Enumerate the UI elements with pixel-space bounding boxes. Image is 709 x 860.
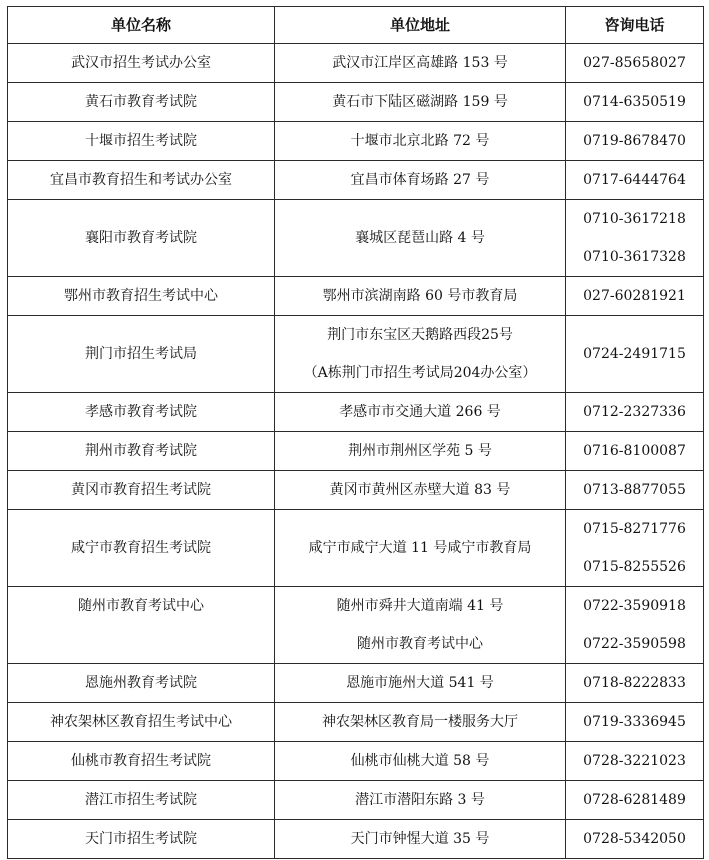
phone-cell (566, 742, 704, 781)
phone-cell (566, 781, 704, 820)
unit-address-line: 仙桃市仙桃大道 58 号 (350, 753, 490, 769)
unit-name: 咸宁市教育招生考试院 (71, 540, 211, 556)
unit-address-line: 咸宁市咸宁大道 11 号咸宁市教育局 (308, 540, 532, 556)
unit-name: 神农架林区教育招生考试中心 (50, 714, 232, 730)
unit-address-line: 荆门市东宝区天鹅路西段25号 (327, 327, 513, 343)
table-container (7, 6, 704, 859)
unit-address-line: 恩施市施州大道 541 号 (346, 675, 494, 691)
unit-address-line: （A栋荆门市招生考试局204办公室） (303, 365, 537, 381)
unit-name: 孝感市教育考试院 (85, 404, 197, 420)
phone-number: 0712-2327336 (583, 404, 686, 420)
phone-cell (566, 432, 704, 471)
unit-address-cell (275, 200, 566, 277)
unit-name: 仙桃市教育招生考试院 (71, 753, 211, 769)
unit-name: 黄石市教育考试院 (85, 94, 197, 110)
unit-name-cell (8, 820, 275, 859)
phone-number: 0716-8100087 (583, 443, 686, 459)
phone-cell (566, 200, 704, 277)
unit-address-cell (275, 781, 566, 820)
table-row (8, 432, 704, 471)
table-row (8, 122, 704, 161)
unit-name-cell (8, 83, 275, 122)
table-row (8, 471, 704, 510)
unit-name-cell (8, 161, 275, 200)
phone-number: 0722-3590598 (583, 636, 686, 652)
table-row (8, 510, 704, 587)
unit-name: 荆门市招生考试局 (85, 346, 197, 362)
phone-cell (566, 820, 704, 859)
unit-name-cell (8, 277, 275, 316)
phone-number: 0728-3221023 (583, 753, 686, 769)
header-address: 单位地址 (275, 7, 566, 44)
phone-number: 0710-3617218 (583, 211, 686, 227)
unit-address-line: 孝感市市交通大道 266 号 (339, 404, 501, 420)
table-row (8, 664, 704, 703)
unit-name-cell (8, 471, 275, 510)
contact-table (7, 6, 704, 859)
unit-address-cell (275, 44, 566, 83)
phone-number: 0714-6350519 (583, 94, 686, 110)
unit-name: 恩施州教育考试院 (85, 675, 197, 691)
phone-number: 0724-2491715 (583, 346, 686, 362)
unit-address-cell (275, 742, 566, 781)
unit-name: 随州市教育考试中心 (78, 598, 204, 614)
unit-address-cell (275, 122, 566, 161)
phone-cell (566, 471, 704, 510)
phone-cell (566, 44, 704, 83)
unit-name-cell (8, 316, 275, 393)
unit-address-line: 襄城区琵琶山路 4 号 (355, 230, 485, 246)
table-row (8, 161, 704, 200)
unit-name: 鄂州市教育招生考试中心 (64, 288, 218, 304)
unit-address-cell (275, 510, 566, 587)
unit-name-cell (8, 742, 275, 781)
unit-address-cell (275, 393, 566, 432)
phone-number: 0722-3590918 (583, 598, 686, 614)
phone-cell (566, 510, 704, 587)
phone-cell (566, 703, 704, 742)
phone-number: 0719-3336945 (583, 714, 686, 730)
unit-name: 天门市招生考试院 (85, 831, 197, 847)
unit-address-cell (275, 471, 566, 510)
phone-number: 0717-6444764 (583, 172, 686, 188)
unit-address-line: 黄石市下陆区磁湖路 159 号 (332, 94, 508, 110)
unit-name: 武汉市招生考试办公室 (71, 55, 211, 71)
unit-address-cell (275, 277, 566, 316)
unit-name-cell (8, 393, 275, 432)
phone-number: 027-85658027 (583, 55, 686, 71)
unit-name-cell (8, 44, 275, 83)
phone-cell (566, 161, 704, 200)
table-row (8, 277, 704, 316)
header-phone: 咨询电话 (566, 7, 704, 44)
phone-number: 0715-8271776 (583, 521, 686, 537)
unit-name-cell (8, 200, 275, 277)
phone-number: 0715-8255526 (583, 559, 686, 575)
unit-name: 襄阳市教育考试院 (85, 230, 197, 246)
phone-number: 027-60281921 (583, 288, 686, 304)
phone-cell (566, 83, 704, 122)
header-name: 单位名称 (8, 7, 275, 44)
header-row (8, 7, 704, 44)
unit-address-line: 随州市舜井大道南端 41 号 (336, 598, 504, 614)
phone-cell (566, 587, 704, 664)
unit-address-cell (275, 587, 566, 664)
table-row (8, 742, 704, 781)
phone-cell (566, 122, 704, 161)
unit-address-line: 鄂州市滨湖南路 60 号市教育局 (322, 288, 518, 304)
unit-address-line: 武汉市江岸区高雄路 153 号 (332, 55, 508, 71)
unit-name-cell (8, 587, 275, 664)
unit-name-cell (8, 703, 275, 742)
unit-address-line: 十堰市北京北路 72 号 (350, 133, 490, 149)
unit-address-line: 神农架林区教育局一楼服务大厅 (322, 714, 518, 730)
table-row (8, 316, 704, 393)
unit-address-line: 随州市教育考试中心 (357, 636, 483, 652)
phone-number: 0718-8222833 (583, 675, 686, 691)
unit-name: 黄冈市教育招生考试院 (71, 482, 211, 498)
table-row (8, 587, 704, 664)
phone-number: 0710-3617328 (583, 249, 686, 265)
unit-name-cell (8, 781, 275, 820)
phone-number: 0719-8678470 (583, 133, 686, 149)
unit-name-cell (8, 510, 275, 587)
unit-name: 宜昌市教育招生和考试办公室 (50, 172, 232, 188)
table-body (8, 44, 704, 859)
unit-address-line: 黄冈市黄州区赤壁大道 83 号 (329, 482, 511, 498)
unit-address-cell (275, 316, 566, 393)
unit-name-cell (8, 664, 275, 703)
unit-address-line: 荆州市荆州区学苑 5 号 (348, 443, 492, 459)
unit-address-line: 宜昌市体育场路 27 号 (350, 172, 490, 188)
table-row (8, 703, 704, 742)
unit-name: 潜江市招生考试院 (85, 792, 197, 808)
phone-cell (566, 277, 704, 316)
unit-name-cell (8, 432, 275, 471)
table-row (8, 820, 704, 859)
phone-cell (566, 316, 704, 393)
unit-address-line: 潜江市潜阳东路 3 号 (355, 792, 485, 808)
table-row (8, 44, 704, 83)
phone-number: 0713-8877055 (583, 482, 686, 498)
unit-address-cell (275, 664, 566, 703)
phone-number: 0728-6281489 (583, 792, 686, 808)
unit-name-cell (8, 122, 275, 161)
phone-number: 0728-5342050 (583, 831, 686, 847)
unit-address-cell (275, 83, 566, 122)
unit-name: 十堰市招生考试院 (85, 133, 197, 149)
table-row (8, 200, 704, 277)
unit-address-cell (275, 161, 566, 200)
unit-address-cell (275, 432, 566, 471)
unit-name: 荆州市教育考试院 (85, 443, 197, 459)
phone-cell (566, 393, 704, 432)
unit-address-cell (275, 820, 566, 859)
table-row (8, 83, 704, 122)
table-row (8, 781, 704, 820)
unit-address-cell (275, 703, 566, 742)
phone-cell (566, 664, 704, 703)
unit-address-line: 天门市钟惺大道 35 号 (350, 831, 490, 847)
table-row (8, 393, 704, 432)
